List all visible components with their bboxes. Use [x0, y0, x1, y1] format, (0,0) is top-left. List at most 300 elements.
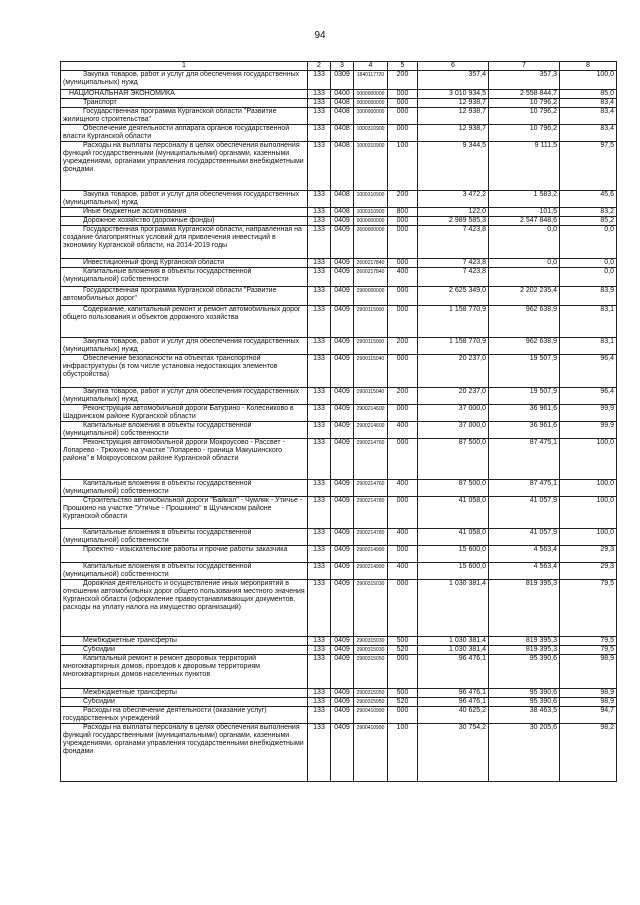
cell-expense-type: 000 — [388, 306, 418, 338]
table-row — [61, 439, 617, 480]
cell-chapter: 133 — [308, 338, 331, 355]
cell-executed: 36 961,6 — [489, 422, 560, 439]
cell-executed: 101,5 — [489, 208, 560, 217]
cell-section: 0409 — [331, 259, 354, 268]
cell-chapter: 133 — [308, 724, 331, 782]
cell-planned: 20 237,0 — [418, 388, 489, 405]
row-name: Субсидии — [61, 698, 308, 707]
cell-target-article: 1000310900 — [354, 191, 388, 208]
cell-target-article: 0000000000 — [354, 99, 388, 108]
cell-target-article: 2900115000 — [354, 306, 388, 338]
cell-target-article: 0000000000 — [354, 217, 388, 226]
cell-executed: 19 507,9 — [489, 355, 560, 388]
cell-section: 0409 — [331, 529, 354, 546]
row-name: Межбюджетные трансферты — [61, 689, 308, 698]
cell-planned: 87 500,0 — [418, 439, 489, 480]
table-row — [61, 287, 617, 306]
cell-executed: 2 547 848,6 — [489, 217, 560, 226]
cell-executed: 819 395,3 — [489, 646, 560, 655]
cell-chapter: 133 — [308, 405, 331, 422]
cell-planned: 2 989 585,3 — [418, 217, 489, 226]
cell-planned: 37 000,0 — [418, 405, 489, 422]
cell-percent: 83,1 — [560, 306, 617, 338]
cell-planned: 1 030 381,4 — [418, 580, 489, 637]
header-cell: 4 — [354, 62, 388, 71]
row-name: Реконструкция автомобильной дороги Батурино - Колесниково в Шадринском районе Курганской области — [61, 405, 308, 422]
cell-target-article: 2900315050 — [354, 689, 388, 698]
cell-target-article: 1840117720 — [354, 71, 388, 90]
cell-expense-type: 000 — [388, 259, 418, 268]
budget-table — [60, 61, 617, 782]
cell-executed: 2 202 235,4 — [489, 287, 560, 306]
table-row — [61, 646, 617, 655]
cell-expense-type: 200 — [388, 71, 418, 90]
cell-chapter: 133 — [308, 306, 331, 338]
cell-planned: 7 423,8 — [418, 259, 489, 268]
cell-target-article: 1000000000 — [354, 108, 388, 125]
cell-planned: 41 058,0 — [418, 529, 489, 546]
cell-chapter: 133 — [308, 546, 331, 563]
cell-target-article: 2600000000 — [354, 226, 388, 259]
row-name: Дорожная деятельность и осуществление иных мероприятий в отношении автомобильных дорог общего пользования местного значения Курганской области (оформление правоустанавливающих документов, расходы на уплату налога на имущество организаций) — [61, 580, 308, 637]
row-name: Проектно - изыскательские работы и прочие работы заказчика — [61, 546, 308, 563]
cell-section: 0409 — [331, 439, 354, 480]
cell-executed: 19 507,9 — [489, 388, 560, 405]
cell-section: 0409 — [331, 580, 354, 637]
cell-percent: 79,5 — [560, 580, 617, 637]
row-name: Капитальные вложения в объекты государственной (муниципальной) собственности — [61, 563, 308, 580]
cell-chapter: 133 — [308, 480, 331, 497]
cell-expense-type: 500 — [388, 637, 418, 646]
row-name: Капитальный ремонт и ремонт дворовых территорий многоквартирных домов, проездов к дворовым территориям многоквартирных домов населенных пунктов — [61, 655, 308, 689]
cell-chapter: 133 — [308, 287, 331, 306]
table-row — [61, 405, 617, 422]
cell-executed: 36 961,6 — [489, 405, 560, 422]
table-row — [61, 422, 617, 439]
table-row — [61, 689, 617, 698]
row-name: Реконструкция автомобильной дороги Мокроусово - Рассвет - Лопарево - Трюхино на участке "Лопарево - граница Макушинского района" в Мокроусовском районе Курганской области — [61, 439, 308, 480]
cell-chapter: 133 — [308, 191, 331, 208]
cell-chapter: 133 — [308, 90, 331, 99]
cell-expense-type: 400 — [388, 422, 418, 439]
cell-target-article: 2900315030 — [354, 580, 388, 637]
cell-percent: 0,0 — [560, 259, 617, 268]
cell-percent: 98,9 — [560, 689, 617, 698]
cell-chapter: 133 — [308, 259, 331, 268]
table-row — [61, 707, 617, 724]
cell-executed: 10 796,2 — [489, 125, 560, 142]
cell-percent: 100,0 — [560, 480, 617, 497]
cell-planned: 7 423,8 — [418, 226, 489, 259]
row-name: Инвестиционный фонд Курганской области — [61, 259, 308, 268]
cell-percent: 96,4 — [560, 355, 617, 388]
cell-executed: 38 463,5 — [489, 707, 560, 724]
table-row — [61, 388, 617, 405]
cell-executed: 0,0 — [489, 259, 560, 268]
cell-chapter: 133 — [308, 637, 331, 646]
cell-section: 0409 — [331, 287, 354, 306]
cell-planned: 96 476,1 — [418, 655, 489, 689]
cell-planned: 1 158 770,9 — [418, 338, 489, 355]
cell-percent: 0,0 — [560, 268, 617, 287]
row-name: Межбюджетные трансферты — [61, 637, 308, 646]
cell-percent: 99,9 — [560, 422, 617, 439]
cell-percent: 98,9 — [560, 698, 617, 707]
cell-executed: 962 638,9 — [489, 338, 560, 355]
row-name: Государственная программа Курганской области, направленная на создание благоприятных условий для привлечения инвестиций в экономику Курганской области, на 2014-2019 годы — [61, 226, 308, 259]
cell-target-article: 2900115000 — [354, 338, 388, 355]
cell-section: 0409 — [331, 655, 354, 689]
table-row — [61, 268, 617, 287]
cell-executed: 819 395,3 — [489, 580, 560, 637]
cell-expense-type: 000 — [388, 497, 418, 529]
cell-section: 0409 — [331, 422, 354, 439]
cell-section: 0409 — [331, 306, 354, 338]
cell-chapter: 133 — [308, 563, 331, 580]
cell-percent: 83,1 — [560, 338, 617, 355]
cell-chapter: 133 — [308, 268, 331, 287]
cell-expense-type: 000 — [388, 655, 418, 689]
cell-target-article: 2900214760 — [354, 439, 388, 480]
cell-expense-type: 500 — [388, 689, 418, 698]
cell-chapter: 133 — [308, 142, 331, 191]
cell-planned: 1 030 381,4 — [418, 646, 489, 655]
cell-planned: 41 058,0 — [418, 497, 489, 529]
table-row — [61, 338, 617, 355]
cell-chapter: 133 — [308, 125, 331, 142]
cell-target-article: 2900315030 — [354, 637, 388, 646]
cell-expense-type: 000 — [388, 99, 418, 108]
header-cell: 8 — [560, 62, 617, 71]
cell-expense-type: 400 — [388, 563, 418, 580]
cell-chapter: 133 — [308, 439, 331, 480]
cell-chapter: 133 — [308, 422, 331, 439]
row-name: Иные бюджетные ассигнования — [61, 208, 308, 217]
cell-chapter: 133 — [308, 529, 331, 546]
cell-expense-type: 000 — [388, 405, 418, 422]
cell-target-article: 2900115040 — [354, 388, 388, 405]
cell-executed: 10 796,2 — [489, 108, 560, 125]
cell-chapter: 133 — [308, 689, 331, 698]
cell-executed: 41 057,9 — [489, 529, 560, 546]
row-name: Капитальные вложения в объекты государственной (муниципальной) собственности — [61, 480, 308, 497]
cell-section: 0409 — [331, 698, 354, 707]
cell-section: 0408 — [331, 142, 354, 191]
row-name: Субсидии — [61, 646, 308, 655]
cell-section: 0400 — [331, 90, 354, 99]
table-row — [61, 226, 617, 259]
cell-section: 0409 — [331, 405, 354, 422]
cell-percent: 85,0 — [560, 90, 617, 99]
row-name: Государственная программа Курганской области "Развитие жилищного строительства" — [61, 108, 308, 125]
row-name: Закупка товаров, работ и услуг для обеспечения государственных (муниципальных) нужд — [61, 388, 308, 405]
cell-percent: 98,9 — [560, 655, 617, 689]
table-row — [61, 71, 617, 90]
cell-section: 0409 — [331, 388, 354, 405]
cell-executed: 0,0 — [489, 226, 560, 259]
cell-expense-type: 200 — [388, 388, 418, 405]
cell-percent: 83,4 — [560, 108, 617, 125]
cell-chapter: 133 — [308, 71, 331, 90]
cell-chapter: 133 — [308, 226, 331, 259]
table-row — [61, 208, 617, 217]
row-name: Расходы на обеспечение деятельности (оказание услуг) государственных учреждений — [61, 707, 308, 724]
cell-executed: 4 563,4 — [489, 563, 560, 580]
table-row — [61, 90, 617, 99]
cell-percent: 94,7 — [560, 707, 617, 724]
cell-chapter: 133 — [308, 497, 331, 529]
cell-target-article: 2900000000 — [354, 287, 388, 306]
table-row — [61, 580, 617, 637]
header-cell: 3 — [331, 62, 354, 71]
cell-section: 0409 — [331, 497, 354, 529]
table-row — [61, 655, 617, 689]
table-row — [61, 306, 617, 338]
cell-section: 0409 — [331, 707, 354, 724]
header-cell: 7 — [489, 62, 560, 71]
cell-target-article: 2900214600 — [354, 405, 388, 422]
cell-target-article: 2900315050 — [354, 698, 388, 707]
table-row — [61, 698, 617, 707]
cell-section: 0409 — [331, 689, 354, 698]
cell-expense-type: 000 — [388, 580, 418, 637]
cell-planned: 96 476,1 — [418, 689, 489, 698]
cell-expense-type: 520 — [388, 646, 418, 655]
cell-planned: 12 938,7 — [418, 99, 489, 108]
cell-expense-type: 520 — [388, 698, 418, 707]
cell-percent: 98,2 — [560, 724, 617, 782]
cell-executed: 41 057,9 — [489, 497, 560, 529]
row-name: Обеспечение деятельности аппарата органов государственной власти Курганской области — [61, 125, 308, 142]
cell-executed: 819 395,3 — [489, 637, 560, 646]
cell-target-article: 1000310900 — [354, 125, 388, 142]
cell-chapter: 133 — [308, 217, 331, 226]
cell-percent: 0,0 — [560, 226, 617, 259]
cell-percent: 83,4 — [560, 125, 617, 142]
cell-percent: 100,0 — [560, 497, 617, 529]
cell-planned: 122,0 — [418, 208, 489, 217]
row-name: НАЦИОНАЛЬНАЯ ЭКОНОМИКА — [61, 90, 308, 99]
row-name: Капитальные вложения в объекты государственной (муниципальной) собственности — [61, 422, 308, 439]
cell-section: 0309 — [331, 71, 354, 90]
cell-section: 0408 — [331, 208, 354, 217]
cell-section: 0409 — [331, 217, 354, 226]
cell-expense-type: 000 — [388, 90, 418, 99]
cell-percent: 100,0 — [560, 439, 617, 480]
cell-chapter: 133 — [308, 655, 331, 689]
cell-percent: 79,5 — [560, 646, 617, 655]
header-cell: 1 — [61, 62, 308, 71]
cell-section: 0409 — [331, 226, 354, 259]
cell-percent: 29,3 — [560, 563, 617, 580]
table-row — [61, 217, 617, 226]
cell-target-article: 2600217840 — [354, 268, 388, 287]
cell-chapter: 133 — [308, 355, 331, 388]
cell-target-article: 2900115040 — [354, 355, 388, 388]
cell-planned: 15 600,0 — [418, 546, 489, 563]
cell-planned: 3 472,2 — [418, 191, 489, 208]
cell-section: 0409 — [331, 646, 354, 655]
cell-executed: 9 111,5 — [489, 142, 560, 191]
cell-planned: 1 030 381,4 — [418, 637, 489, 646]
table-row — [61, 355, 617, 388]
table-row — [61, 191, 617, 208]
table-row — [61, 142, 617, 191]
cell-percent: 83,2 — [560, 208, 617, 217]
page-number: 94 — [314, 30, 326, 41]
cell-executed: 95 390,6 — [489, 698, 560, 707]
cell-section: 0409 — [331, 338, 354, 355]
header-cell: 5 — [388, 62, 418, 71]
cell-percent: 83,9 — [560, 287, 617, 306]
cell-chapter: 133 — [308, 580, 331, 637]
cell-expense-type: 200 — [388, 191, 418, 208]
table-row — [61, 529, 617, 546]
cell-planned: 2 625 349,0 — [418, 287, 489, 306]
cell-section: 0408 — [331, 125, 354, 142]
cell-planned: 1 158 770,9 — [418, 306, 489, 338]
cell-expense-type: 000 — [388, 707, 418, 724]
row-name: Закупка товаров, работ и услуг для обеспечения государственных (муниципальных) нужд — [61, 191, 308, 208]
cell-target-article: 2900410990 — [354, 724, 388, 782]
cell-chapter: 133 — [308, 99, 331, 108]
cell-chapter: 133 — [308, 698, 331, 707]
cell-planned: 37 000,0 — [418, 422, 489, 439]
cell-section: 0409 — [331, 268, 354, 287]
cell-planned: 87 500,0 — [418, 480, 489, 497]
cell-executed: 30 205,6 — [489, 724, 560, 782]
cell-planned: 12 938,7 — [418, 108, 489, 125]
cell-target-article: 2900214990 — [354, 563, 388, 580]
cell-target-article: 2900410990 — [354, 707, 388, 724]
cell-target-article: 2900214990 — [354, 546, 388, 563]
cell-planned: 30 754,2 — [418, 724, 489, 782]
cell-planned: 9 344,5 — [418, 142, 489, 191]
cell-percent: 85,2 — [560, 217, 617, 226]
cell-percent: 45,6 — [560, 191, 617, 208]
cell-target-article: 1000310900 — [354, 208, 388, 217]
cell-percent: 97,5 — [560, 142, 617, 191]
cell-chapter: 133 — [308, 707, 331, 724]
cell-planned: 20 237,0 — [418, 355, 489, 388]
cell-target-article: 2900214760 — [354, 480, 388, 497]
cell-target-article: 1000310900 — [354, 142, 388, 191]
cell-executed: 95 390,6 — [489, 689, 560, 698]
cell-target-article: 2900214780 — [354, 497, 388, 529]
row-name: Капитальные вложения в объекты государственной (муниципальной) собственности — [61, 529, 308, 546]
table-row — [61, 259, 617, 268]
table-row — [61, 563, 617, 580]
cell-target-article: 2600217840 — [354, 259, 388, 268]
table-row — [61, 480, 617, 497]
cell-expense-type: 000 — [388, 108, 418, 125]
header-cell: 6 — [418, 62, 489, 71]
cell-expense-type: 000 — [388, 439, 418, 480]
cell-executed: 87 475,1 — [489, 480, 560, 497]
cell-percent: 100,0 — [560, 71, 617, 90]
cell-expense-type: 400 — [388, 268, 418, 287]
table-row — [61, 125, 617, 142]
cell-chapter: 133 — [308, 646, 331, 655]
cell-section: 0408 — [331, 191, 354, 208]
cell-target-article: 2900214600 — [354, 422, 388, 439]
cell-executed: 357,3 — [489, 71, 560, 90]
cell-planned: 7 423,8 — [418, 268, 489, 287]
cell-executed: 962 638,9 — [489, 306, 560, 338]
cell-expense-type: 100 — [388, 724, 418, 782]
cell-target-article: 2900214780 — [354, 529, 388, 546]
cell-target-article: 2900315030 — [354, 646, 388, 655]
header-row — [61, 62, 617, 71]
cell-section: 0409 — [331, 637, 354, 646]
cell-expense-type: 400 — [388, 529, 418, 546]
cell-expense-type: 800 — [388, 208, 418, 217]
row-name: Расходы на выплаты персоналу в целях обеспечения выполнения функций государственными (муниципальными) органами, казенными учреждениями, органами управления государственными внебюджетными фондами — [61, 142, 308, 191]
cell-expense-type: 000 — [388, 355, 418, 388]
header-cell: 2 — [308, 62, 331, 71]
cell-expense-type: 000 — [388, 287, 418, 306]
cell-chapter: 133 — [308, 108, 331, 125]
cell-percent: 29,3 — [560, 546, 617, 563]
cell-chapter: 133 — [308, 208, 331, 217]
table-row — [61, 99, 617, 108]
cell-executed — [489, 268, 560, 287]
cell-percent: 79,5 — [560, 637, 617, 646]
table-row — [61, 497, 617, 529]
cell-executed: 10 796,2 — [489, 99, 560, 108]
cell-expense-type: 400 — [388, 480, 418, 497]
table-row — [61, 724, 617, 782]
cell-section: 0409 — [331, 355, 354, 388]
cell-planned: 357,4 — [418, 71, 489, 90]
cell-section: 0409 — [331, 480, 354, 497]
cell-percent: 83,4 — [560, 99, 617, 108]
cell-planned: 96 476,1 — [418, 698, 489, 707]
cell-section: 0408 — [331, 99, 354, 108]
table-row — [61, 108, 617, 125]
row-name: Капитальные вложения в объекты государственной (муниципальной) собственности — [61, 268, 308, 287]
row-name: Содержание, капитальный ремонт и ремонт автомобильных дорог общего пользования и объектов дорожного хозяйства — [61, 306, 308, 338]
cell-executed: 1 583,2 — [489, 191, 560, 208]
cell-target-article: 2900315050 — [354, 655, 388, 689]
cell-expense-type: 000 — [388, 546, 418, 563]
cell-section: 0409 — [331, 563, 354, 580]
cell-percent: 99,9 — [560, 405, 617, 422]
cell-target-article: 0000000000 — [354, 90, 388, 99]
cell-planned: 40 625,2 — [418, 707, 489, 724]
row-name: Обеспечение безопасности на объектах транспортной инфраструктуры (в том числе установка недостающих элементов обустройства) — [61, 355, 308, 388]
cell-planned: 3 010 934,5 — [418, 90, 489, 99]
cell-executed: 95 390,6 — [489, 655, 560, 689]
cell-expense-type: 000 — [388, 125, 418, 142]
row-name: Транспорт — [61, 99, 308, 108]
row-name: Строительство автомобильной дороги "Байкал" - Чумляк - Утичье - Прошкино на участке "Утичье - Прошкино" в Щучанском районе Курганской области — [61, 497, 308, 529]
row-name: Расходы на выплаты персоналу в целях обеспечения выполнения функций государственными (муниципальными) органами, казенными учреждениями, органами управления государственными внебюджетными фондами — [61, 724, 308, 782]
cell-executed: 4 563,4 — [489, 546, 560, 563]
table-row — [61, 546, 617, 563]
cell-expense-type: 200 — [388, 338, 418, 355]
cell-section: 0409 — [331, 546, 354, 563]
row-name: Закупка товаров, работ и услуг для обеспечения государственных (муниципальных) нужд — [61, 338, 308, 355]
table-row — [61, 637, 617, 646]
cell-chapter: 133 — [308, 388, 331, 405]
row-name: Дорожное хозяйство (дорожные фонды) — [61, 217, 308, 226]
cell-executed: 2 558 844,7 — [489, 90, 560, 99]
cell-expense-type: 100 — [388, 142, 418, 191]
cell-planned: 15 600,0 — [418, 563, 489, 580]
cell-expense-type: 000 — [388, 226, 418, 259]
cell-expense-type: 000 — [388, 217, 418, 226]
